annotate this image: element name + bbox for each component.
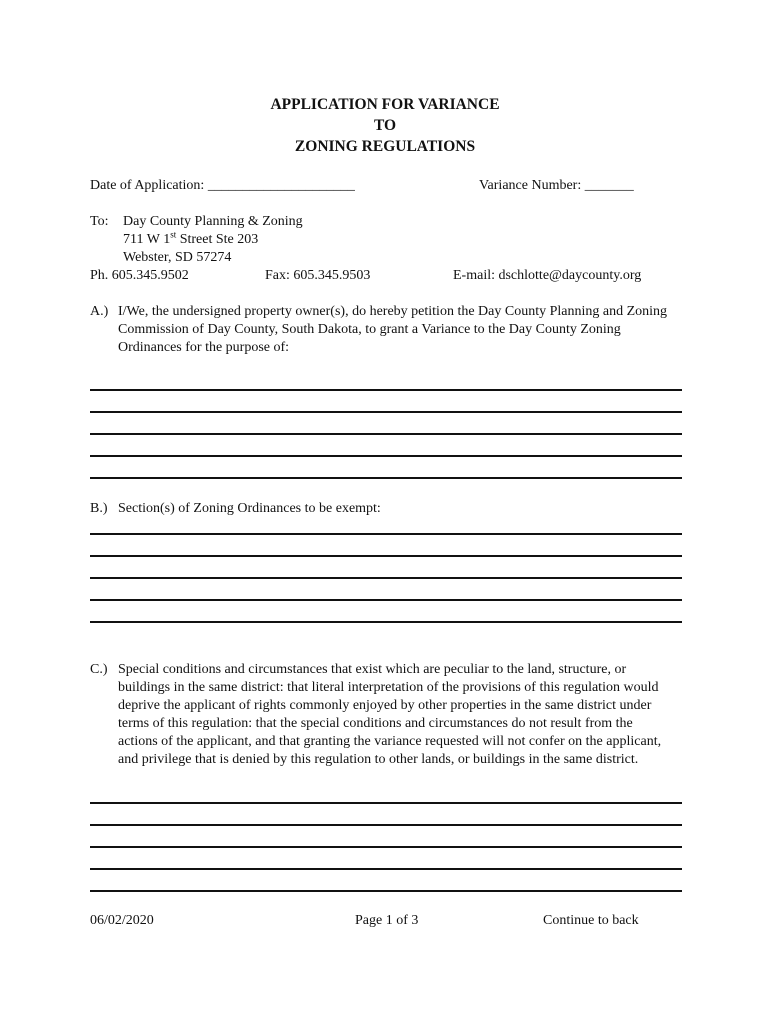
address-city: Webster, SD 57274 [123,250,232,265]
footer-continue-note: Continue to back [543,913,639,928]
variance-number-blank[interactable]: _______ [584,178,634,193]
section-c-answer-line[interactable] [90,846,682,848]
footer-page-number: Page 1 of 3 [355,913,419,928]
contact-fax: Fax: 605.345.9503 [265,268,371,283]
section-a-answer-line[interactable] [90,455,682,457]
section-b-answer-line[interactable] [90,577,682,579]
date-of-application-blank[interactable]: _____________________ [207,178,355,193]
address-street-post: Street Ste 203 [176,232,259,247]
section-a-text: I/We, the undersigned property owner(s), do hereby petition the Day County Planning and Zoning Commission of Day County, South Dakota, to grant a Variance to the Day County Zoning Ordinances for the purpose of: [118,304,668,355]
footer-date: 06/02/2020 [90,913,154,928]
section-a-answer-line[interactable] [90,411,682,413]
section-a-answer-line[interactable] [90,389,682,391]
contact-email: E-mail: dschlotte@daycounty.org [453,268,642,283]
section-b-answer-line[interactable] [90,555,682,557]
variance-number-label: Variance Number: [479,178,582,193]
address-to-label: To: [90,214,109,229]
section-a-label: A.) [90,304,109,319]
section-b-answer-line[interactable] [90,621,682,623]
section-c-answer-line[interactable] [90,824,682,826]
date-of-application-label: Date of Application: [90,178,205,193]
section-b-answer-line[interactable] [90,599,682,601]
section-b [90,500,670,518]
section-c [90,661,674,769]
title-line-2: TO [373,117,397,134]
date-of-application-field[interactable] [90,177,355,195]
address-org: Day County Planning & Zoning [123,214,303,229]
address-street [123,231,258,249]
section-a [90,303,670,357]
section-c-answer-line[interactable] [90,868,682,870]
title-line-1: APPLICATION FOR VARIANCE [270,96,500,113]
section-c-answer-line[interactable] [90,890,682,892]
section-b-answer-line[interactable] [90,533,682,535]
variance-number-field[interactable] [479,177,634,195]
section-c-text: Special conditions and circumstances that exist which are peculiar to the land, structure, or buildings in the same district: that literal interpretation of the provisions of this regulation would deprive the applicant of rights commonly enjoyed by other properties in the same district under terms of this regulation: that the special conditions and circumstances do not result from the actions of the applicant, and that granting the variance requested will not confer on the applicant, and privilege that is denied by this regulation to other lands, or buildings in the same district. [118,662,662,767]
section-b-label: B.) [90,501,108,516]
section-b-text: Section(s) of Zoning Ordinances to be exempt: [118,501,381,516]
address-street-pre: 711 W 1 [123,232,171,247]
section-a-answer-line[interactable] [90,477,682,479]
contact-phone: Ph. 605.345.9502 [90,268,189,283]
section-a-answer-line[interactable] [90,433,682,435]
section-c-label: C.) [90,662,108,677]
section-c-answer-line[interactable] [90,802,682,804]
address-street-sup: st [170,229,177,240]
title-line-3: ZONING REGULATIONS [294,138,476,155]
